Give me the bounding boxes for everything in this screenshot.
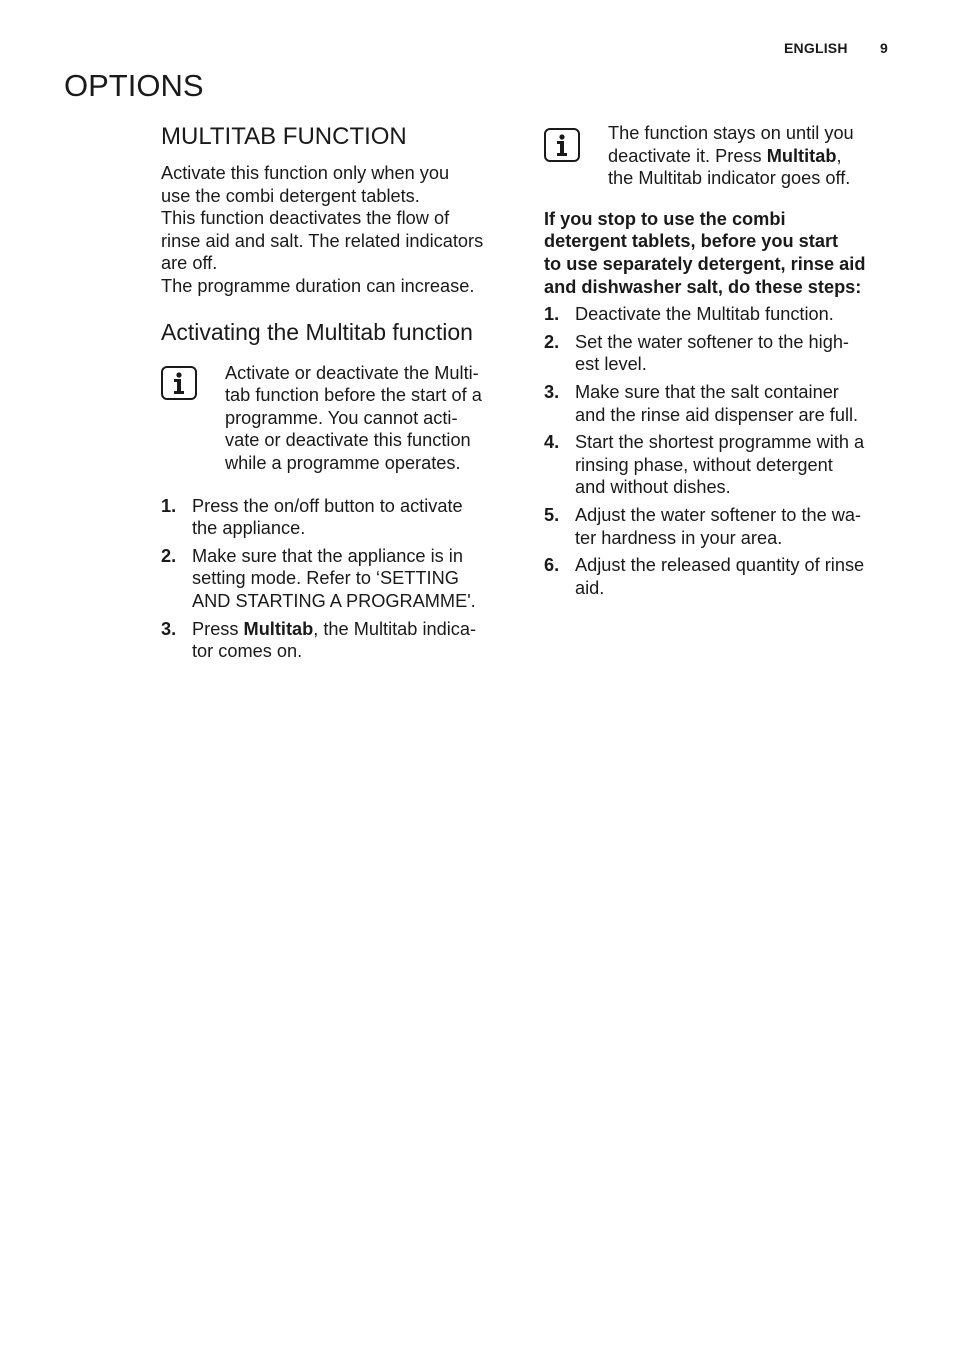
step-number: 1. [544,304,560,325]
intro-line: This function deactivates the flow of [161,208,450,229]
page-title: OPTIONS [64,68,204,103]
step-line: ter hardness in your area. [575,527,783,548]
info-note-right [544,122,900,190]
step-item [544,381,900,426]
left-column [161,120,517,668]
multitab-button-label: Multitab [243,618,314,639]
info-icon [161,366,197,400]
step-item [161,618,517,663]
step-number: 4. [544,432,560,453]
step-line: Set the water softener to the high- [575,331,849,352]
step-number: 2. [161,545,177,566]
step-line: aid. [575,577,605,598]
step-item [161,545,517,613]
info-line: while a programme operates. [225,452,461,473]
info-line: tab function before the start of a [225,385,482,406]
info-note [161,362,517,475]
intro-line: are off. [161,253,218,274]
info-text: , [836,145,842,166]
info-line: the Multitab indicator goes off. [608,168,851,189]
step-number: 2. [544,331,560,352]
stop-steps [544,303,900,599]
section-title-multitab: MULTITAB FUNCTION [161,123,407,150]
info-line: Activate or deactivate the Multi- [225,362,479,383]
header-language: ENGLISH [784,40,848,56]
bold-line: If you stop to use the combi [544,208,786,229]
step-item [544,431,900,499]
step-number: 6. [544,555,560,576]
step-line: the appliance. [192,518,306,539]
step-line: Make sure that the appliance is in [192,545,463,566]
step-line: setting mode. Refer to ‘SETTING [192,568,459,589]
step-item [544,331,900,376]
info-line: programme. You cannot acti- [225,407,458,428]
page-number: 9 [880,40,888,56]
step-line: and the rinse aid dispenser are full. [575,404,859,425]
step-line: AND STARTING A PROGRAMME'. [192,590,476,611]
step-text: , the Multitab indica- [313,618,477,639]
intro-line: Activate this function only when you [161,163,450,183]
step-number: 1. [161,495,177,516]
step-number: 5. [544,504,560,525]
step-number: 3. [161,618,177,639]
step-item [544,303,900,326]
activation-steps [161,495,517,663]
step-item [161,495,517,540]
bold-line: and dishwasher salt, do these steps: [544,276,862,297]
bold-line: to use separately detergent, rinse aid [544,253,866,274]
multitab-button-label: Multitab [766,145,837,166]
info-text: deactivate it. Press [608,145,767,166]
step-line: Start the shortest programme with a [575,432,865,453]
intro-paragraph [161,162,517,298]
step-line: Make sure that the salt container [575,381,839,402]
intro-line: use the combi detergent tablets. [161,185,420,206]
step-item [544,504,900,549]
stop-instructions-heading [544,208,900,298]
step-line: est level. [575,354,647,375]
step-line: and without dishes. [575,477,731,498]
info-line: vate or deactivate this function [225,430,471,451]
right-column [544,120,900,604]
step-line: Adjust the released quantity of rinse [575,555,865,576]
step-line: Deactivate the Multitab function. [575,304,834,325]
subsection-title-activating: Activating the Multitab function [161,318,473,345]
step-line: Adjust the water softener to the wa- [575,504,862,525]
step-number: 3. [544,381,560,402]
step-line: rinsing phase, without detergent [575,454,833,475]
step-item [544,554,900,599]
bold-line: detergent tablets, before you start [544,231,839,252]
step-text: Press [192,618,244,639]
step-line: tor comes on. [192,641,303,662]
info-icon [544,128,580,162]
intro-line: rinse aid and salt. The related indicators [161,230,484,251]
step-line [192,618,517,641]
step-line: Press the on/off button to activate [192,495,463,516]
info-line [608,145,900,168]
info-line: The function stays on until you [608,123,854,143]
intro-line: The programme duration can increase. [161,275,475,296]
